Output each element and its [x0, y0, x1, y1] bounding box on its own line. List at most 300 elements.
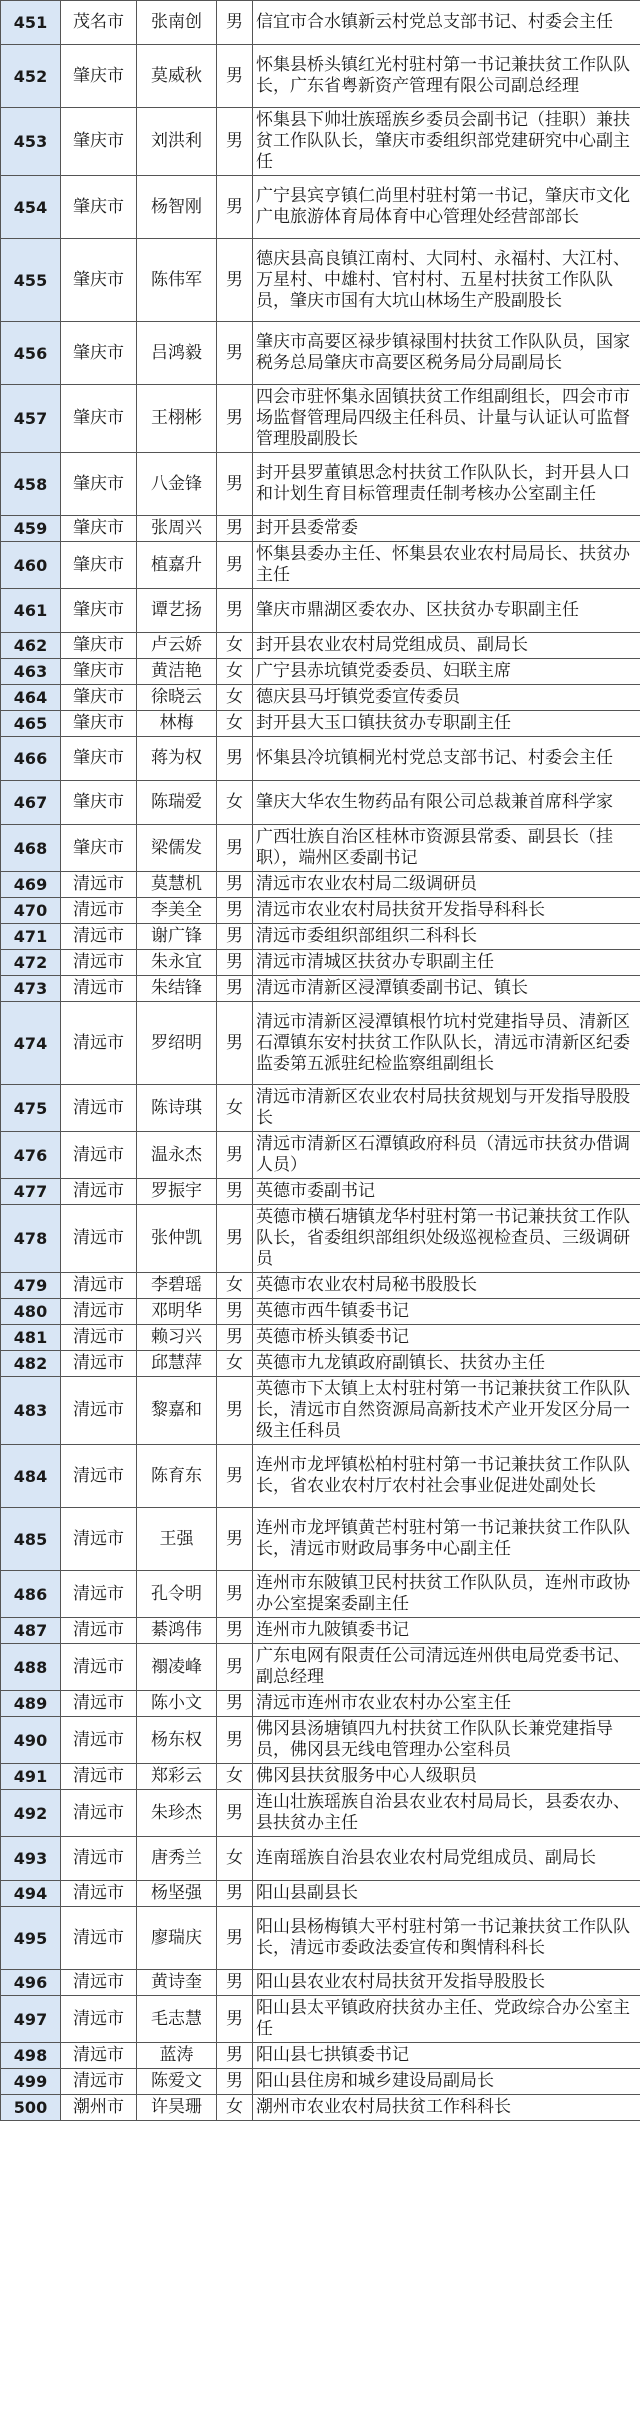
position-cell: 连南瑶族自治县农业农村局党组成员、副局长: [253, 1837, 640, 1881]
position-cell: 清远市农业农村局二级调研员: [253, 872, 640, 898]
table-row: [1, 737, 640, 781]
city-cell: 清远市: [61, 1085, 137, 1132]
row-number: 484: [1, 1445, 61, 1508]
name-cell: 罗绍明: [137, 1002, 217, 1085]
name-cell: 黄诗奎: [137, 1970, 217, 1996]
gender-cell: 男: [217, 1881, 253, 1907]
gender-cell: 女: [217, 633, 253, 659]
name-cell: 王栩彬: [137, 385, 217, 453]
row-number: 498: [1, 2043, 61, 2069]
position-cell: 英德市委副书记: [253, 1179, 640, 1205]
table-row: [1, 1881, 640, 1907]
gender-cell: 男: [217, 976, 253, 1002]
city-cell: 清远市: [61, 1691, 137, 1717]
row-number: 482: [1, 1351, 61, 1377]
city-cell: 清远市: [61, 1790, 137, 1837]
city-cell: 清远市: [61, 950, 137, 976]
position-cell: 封开县罗董镇思念村扶贫工作队队长，封开县人口和计划生育目标管理责任制考核办公室副主任: [253, 453, 640, 516]
table-row: [1, 108, 640, 176]
row-number: 479: [1, 1273, 61, 1299]
position-cell: 广东电网有限责任公司清远连州供电局党委书记、副总经理: [253, 1644, 640, 1691]
city-cell: 茂名市: [61, 1, 137, 45]
name-cell: 罗振宇: [137, 1179, 217, 1205]
table-row: [1, 1085, 640, 1132]
gender-cell: 女: [217, 781, 253, 825]
table-row: [1, 898, 640, 924]
city-cell: 清远市: [61, 1571, 137, 1618]
name-cell: 蒋为权: [137, 737, 217, 781]
city-cell: 清远市: [61, 1837, 137, 1881]
row-number: 483: [1, 1377, 61, 1445]
name-cell: 郑彩云: [137, 1764, 217, 1790]
gender-cell: 女: [217, 1837, 253, 1881]
city-cell: 清远市: [61, 1881, 137, 1907]
position-cell: 佛冈县汤塘镇四九村扶贫工作队队长兼党建指导员，佛冈县无线电管理办公室科员: [253, 1717, 640, 1764]
gender-cell: 男: [217, 589, 253, 633]
name-cell: 植嘉升: [137, 542, 217, 589]
gender-cell: 男: [217, 1377, 253, 1445]
table-row: [1, 1571, 640, 1618]
city-cell: 肇庆市: [61, 239, 137, 322]
position-cell: 清远市清城区扶贫办专职副主任: [253, 950, 640, 976]
row-number: 460: [1, 542, 61, 589]
row-number: 454: [1, 176, 61, 239]
city-cell: 清远市: [61, 1996, 137, 2043]
name-cell: 卢云娇: [137, 633, 217, 659]
table-row: [1, 1273, 640, 1299]
position-cell: 清远市清新区浸潭镇委副书记、镇长: [253, 976, 640, 1002]
city-cell: 肇庆市: [61, 385, 137, 453]
city-cell: 清远市: [61, 1445, 137, 1508]
position-cell: 阳山县太平镇政府扶贫办主任、党政综合办公室主任: [253, 1996, 640, 2043]
position-cell: 怀集县下帅壮族瑶族乡委员会副书记（挂职）兼扶贫工作队队长，肇庆市委组织部党建研究中心副主任: [253, 108, 640, 176]
gender-cell: 男: [217, 2069, 253, 2095]
gender-cell: 女: [217, 1273, 253, 1299]
row-number: 470: [1, 898, 61, 924]
table-row: [1, 2069, 640, 2095]
table-row: [1, 45, 640, 108]
row-number: 466: [1, 737, 61, 781]
gender-cell: 男: [217, 108, 253, 176]
position-cell: 四会市驻怀集永固镇扶贫工作组副组长，四会市市场监督管理局四级主任科员、计量与认证认可监督管理股副股长: [253, 385, 640, 453]
name-cell: 邓明华: [137, 1299, 217, 1325]
table-row: [1, 1644, 640, 1691]
name-cell: 莫慧机: [137, 872, 217, 898]
position-cell: 肇庆市鼎湖区委农办、区扶贫办专职副主任: [253, 589, 640, 633]
name-cell: 朱珍杰: [137, 1790, 217, 1837]
position-cell: 英德市下太镇上太村驻村第一书记兼扶贫工作队队长，清远市自然资源局高新技术产业开发区分局一级主任科员: [253, 1377, 640, 1445]
row-number: 456: [1, 322, 61, 385]
row-number: 453: [1, 108, 61, 176]
city-cell: 肇庆市: [61, 711, 137, 737]
gender-cell: 女: [217, 685, 253, 711]
position-cell: 清远市清新区石潭镇政府科员（清远市扶贫办借调人员）: [253, 1132, 640, 1179]
position-cell: 阳山县杨梅镇大平村驻村第一书记兼扶贫工作队队长，清远市委政法委宣传和舆情科科长: [253, 1907, 640, 1970]
table-row: [1, 176, 640, 239]
name-cell: 禤凌峰: [137, 1644, 217, 1691]
table-row: [1, 1764, 640, 1790]
city-cell: 清远市: [61, 1717, 137, 1764]
name-cell: 张仲凯: [137, 1205, 217, 1273]
position-cell: 清远市连州市农业农村办公室主任: [253, 1691, 640, 1717]
city-cell: 清远市: [61, 1351, 137, 1377]
gender-cell: 女: [217, 711, 253, 737]
city-cell: 肇庆市: [61, 781, 137, 825]
gender-cell: 男: [217, 1002, 253, 1085]
position-cell: 阳山县住房和城乡建设局副局长: [253, 2069, 640, 2095]
table-row: [1, 1325, 640, 1351]
gender-cell: 男: [217, 1325, 253, 1351]
gender-cell: 男: [217, 1907, 253, 1970]
table-row: [1, 1205, 640, 1273]
city-cell: 肇庆市: [61, 825, 137, 872]
row-number: 488: [1, 1644, 61, 1691]
gender-cell: 男: [217, 1618, 253, 1644]
row-number: 471: [1, 924, 61, 950]
name-cell: 李碧瑶: [137, 1273, 217, 1299]
city-cell: 清远市: [61, 1508, 137, 1571]
table-row: [1, 1179, 640, 1205]
name-cell: 杨智刚: [137, 176, 217, 239]
position-cell: 连州市东陂镇卫民村扶贫工作队队员，连州市政协办公室提案委副主任: [253, 1571, 640, 1618]
gender-cell: 男: [217, 1571, 253, 1618]
gender-cell: 男: [217, 239, 253, 322]
row-number: 478: [1, 1205, 61, 1273]
gender-cell: 女: [217, 1351, 253, 1377]
gender-cell: 男: [217, 1970, 253, 1996]
position-cell: 阳山县副县长: [253, 1881, 640, 1907]
position-cell: 封开县农业农村局党组成员、副局长: [253, 633, 640, 659]
gender-cell: 男: [217, 385, 253, 453]
position-cell: 阳山县农业农村局扶贫开发指导股股长: [253, 1970, 640, 1996]
gender-cell: 女: [217, 2095, 253, 2121]
name-cell: 莫威秋: [137, 45, 217, 108]
position-cell: 阳山县七拱镇委书记: [253, 2043, 640, 2069]
row-number: 476: [1, 1132, 61, 1179]
city-cell: 清远市: [61, 976, 137, 1002]
row-number: 455: [1, 239, 61, 322]
table-row: [1, 453, 640, 516]
name-cell: 张南创: [137, 1, 217, 45]
row-number: 496: [1, 1970, 61, 1996]
row-number: 461: [1, 589, 61, 633]
table-row: [1, 825, 640, 872]
row-number: 464: [1, 685, 61, 711]
city-cell: 肇庆市: [61, 516, 137, 542]
gender-cell: 男: [217, 898, 253, 924]
row-number: 468: [1, 825, 61, 872]
row-number: 452: [1, 45, 61, 108]
gender-cell: 男: [217, 924, 253, 950]
city-cell: 清远市: [61, 1377, 137, 1445]
position-cell: 清远市清新区浸潭镇根竹坑村党建指导员、清新区石潭镇东安村扶贫工作队队长，清远市清新区纪委监委第五派驻纪检监察组副组长: [253, 1002, 640, 1085]
table-row: [1, 685, 640, 711]
name-cell: 陈诗琪: [137, 1085, 217, 1132]
gender-cell: 男: [217, 872, 253, 898]
position-cell: 肇庆大华农生物药品有限公司总裁兼首席科学家: [253, 781, 640, 825]
name-cell: 杨坚强: [137, 1881, 217, 1907]
name-cell: 陈爱文: [137, 2069, 217, 2095]
row-number: 477: [1, 1179, 61, 1205]
table-row: [1, 322, 640, 385]
gender-cell: 男: [217, 1445, 253, 1508]
position-cell: 清远市委组织部组织二科科长: [253, 924, 640, 950]
gender-cell: 男: [217, 453, 253, 516]
row-number: 473: [1, 976, 61, 1002]
name-cell: 杨东权: [137, 1717, 217, 1764]
city-cell: 清远市: [61, 1179, 137, 1205]
row-number: 491: [1, 1764, 61, 1790]
city-cell: 潮州市: [61, 2095, 137, 2121]
table-row: [1, 1790, 640, 1837]
row-number: 490: [1, 1717, 61, 1764]
position-cell: 清远市农业农村局扶贫开发指导科科长: [253, 898, 640, 924]
position-cell: 封开县大玉口镇扶贫办专职副主任: [253, 711, 640, 737]
gender-cell: 男: [217, 1717, 253, 1764]
gender-cell: 男: [217, 176, 253, 239]
gender-cell: 男: [217, 1508, 253, 1571]
city-cell: 清远市: [61, 1002, 137, 1085]
table-row: [1, 1, 640, 45]
row-number: 487: [1, 1618, 61, 1644]
table-row: [1, 516, 640, 542]
table-row: [1, 1837, 640, 1881]
row-number: 474: [1, 1002, 61, 1085]
gender-cell: 男: [217, 1691, 253, 1717]
position-cell: 广西壮族自治区桂林市资源县常委、副县长（挂职），端州区委副书记: [253, 825, 640, 872]
table-row: [1, 633, 640, 659]
gender-cell: 男: [217, 1299, 253, 1325]
table-row: [1, 1691, 640, 1717]
table-row: [1, 1132, 640, 1179]
city-cell: 肇庆市: [61, 176, 137, 239]
name-cell: 陈育东: [137, 1445, 217, 1508]
position-cell: 佛冈县扶贫服务中心人级职员: [253, 1764, 640, 1790]
position-cell: 英德市农业农村局秘书股股长: [253, 1273, 640, 1299]
table-row: [1, 950, 640, 976]
gender-cell: 男: [217, 1205, 253, 1273]
city-cell: 清远市: [61, 1299, 137, 1325]
table-row: [1, 659, 640, 685]
position-cell: 肇庆市高要区禄步镇禄围村扶贫工作队队员，国家税务总局肇庆市高要区税务局分局副局长: [253, 322, 640, 385]
table-row: [1, 711, 640, 737]
position-cell: 怀集县冷坑镇桐光村党总支部书记、村委会主任: [253, 737, 640, 781]
name-cell: 朱永宜: [137, 950, 217, 976]
row-number: 475: [1, 1085, 61, 1132]
row-number: 481: [1, 1325, 61, 1351]
city-cell: 清远市: [61, 1764, 137, 1790]
city-cell: 清远市: [61, 1205, 137, 1273]
row-number: 469: [1, 872, 61, 898]
name-cell: 赖习兴: [137, 1325, 217, 1351]
position-cell: 广宁县宾亨镇仁尚里村驻村第一书记，肇庆市文化广电旅游体育局体育中心管理处经营部部长: [253, 176, 640, 239]
table-row: [1, 1717, 640, 1764]
name-cell: 綦鸿伟: [137, 1618, 217, 1644]
row-number: 494: [1, 1881, 61, 1907]
name-cell: 孔令明: [137, 1571, 217, 1618]
city-cell: 清远市: [61, 872, 137, 898]
position-cell: 广宁县赤坑镇党委委员、妇联主席: [253, 659, 640, 685]
row-number: 486: [1, 1571, 61, 1618]
gender-cell: 男: [217, 45, 253, 108]
table-row: [1, 1508, 640, 1571]
city-cell: 肇庆市: [61, 685, 137, 711]
gender-cell: 男: [217, 2043, 253, 2069]
position-cell: 连州市龙坪镇黄芒村驻村第一书记兼扶贫工作队队长，清远市财政局事务中心副主任: [253, 1508, 640, 1571]
table-row: [1, 1970, 640, 1996]
city-cell: 清远市: [61, 1273, 137, 1299]
city-cell: 清远市: [61, 1970, 137, 1996]
name-cell: 八金锋: [137, 453, 217, 516]
gender-cell: 男: [217, 737, 253, 781]
name-cell: 陈瑞爱: [137, 781, 217, 825]
table-row: [1, 872, 640, 898]
gender-cell: 男: [217, 1790, 253, 1837]
table-row: [1, 1907, 640, 1970]
table-row: [1, 1618, 640, 1644]
table-body: [1, 1, 640, 2121]
position-cell: 英德市横石塘镇龙华村驻村第一书记兼扶贫工作队队长，省委组织部组织处级巡视检查员、三级调研员: [253, 1205, 640, 1273]
city-cell: 清远市: [61, 1907, 137, 1970]
position-cell: 怀集县桥头镇红光村驻村第一书记兼扶贫工作队队长，广东省粤新资产管理有限公司副总经理: [253, 45, 640, 108]
gender-cell: 男: [217, 1, 253, 45]
city-cell: 清远市: [61, 1132, 137, 1179]
name-cell: 唐秀兰: [137, 1837, 217, 1881]
city-cell: 清远市: [61, 1644, 137, 1691]
name-cell: 黎嘉和: [137, 1377, 217, 1445]
city-cell: 肇庆市: [61, 589, 137, 633]
table-row: [1, 1299, 640, 1325]
name-cell: 陈小文: [137, 1691, 217, 1717]
name-cell: 谢广锋: [137, 924, 217, 950]
table-row: [1, 589, 640, 633]
row-number: 489: [1, 1691, 61, 1717]
city-cell: 肇庆市: [61, 659, 137, 685]
city-cell: 肇庆市: [61, 108, 137, 176]
name-cell: 陈伟军: [137, 239, 217, 322]
table-row: [1, 1996, 640, 2043]
name-cell: 朱结锋: [137, 976, 217, 1002]
city-cell: 清远市: [61, 2043, 137, 2069]
row-number: 492: [1, 1790, 61, 1837]
table-row: [1, 2043, 640, 2069]
name-cell: 梁儒发: [137, 825, 217, 872]
city-cell: 肇庆市: [61, 633, 137, 659]
position-cell: 封开县委常委: [253, 516, 640, 542]
position-cell: 连州市龙坪镇松柏村驻村第一书记兼扶贫工作队队长，省农业农村厅农村社会事业促进处副处长: [253, 1445, 640, 1508]
gender-cell: 女: [217, 1764, 253, 1790]
position-cell: 德庆县高良镇江南村、大同村、永福村、大江村、万星村、中雄村、官村村、五星村扶贫工作队队员，肇庆市国有大坑山林场生产股副股长: [253, 239, 640, 322]
table-row: [1, 2095, 640, 2121]
gender-cell: 女: [217, 659, 253, 685]
table-row: [1, 924, 640, 950]
position-cell: 信宜市合水镇新云村党总支部书记、村委会主任: [253, 1, 640, 45]
table-row: [1, 976, 640, 1002]
city-cell: 肇庆市: [61, 453, 137, 516]
gender-cell: 男: [217, 1179, 253, 1205]
name-cell: 邱慧萍: [137, 1351, 217, 1377]
row-number: 472: [1, 950, 61, 976]
row-number: 457: [1, 385, 61, 453]
gender-cell: 男: [217, 1996, 253, 2043]
name-cell: 许昊珊: [137, 2095, 217, 2121]
name-cell: 黄洁艳: [137, 659, 217, 685]
position-cell: 英德市桥头镇委书记: [253, 1325, 640, 1351]
gender-cell: 男: [217, 1132, 253, 1179]
city-cell: 清远市: [61, 1618, 137, 1644]
position-cell: 英德市九龙镇政府副镇长、扶贫办主任: [253, 1351, 640, 1377]
gender-cell: 男: [217, 950, 253, 976]
position-cell: 连山壮族瑶族自治县农业农村局局长，县委农办、县扶贫办主任: [253, 1790, 640, 1837]
table-row: [1, 1002, 640, 1085]
name-cell: 徐晓云: [137, 685, 217, 711]
city-cell: 清远市: [61, 924, 137, 950]
gender-cell: 男: [217, 516, 253, 542]
table-row: [1, 1445, 640, 1508]
name-cell: 张周兴: [137, 516, 217, 542]
position-cell: 英德市西牛镇委书记: [253, 1299, 640, 1325]
row-number: 499: [1, 2069, 61, 2095]
table-row: [1, 1377, 640, 1445]
city-cell: 肇庆市: [61, 737, 137, 781]
table-row: [1, 385, 640, 453]
gender-cell: 女: [217, 1085, 253, 1132]
table-row: [1, 781, 640, 825]
city-cell: 肇庆市: [61, 322, 137, 385]
gender-cell: 男: [217, 322, 253, 385]
gender-cell: 男: [217, 825, 253, 872]
row-number: 493: [1, 1837, 61, 1881]
row-number: 467: [1, 781, 61, 825]
gender-cell: 男: [217, 542, 253, 589]
position-cell: 连州市九陂镇委书记: [253, 1618, 640, 1644]
row-number: 462: [1, 633, 61, 659]
name-cell: 毛志慧: [137, 1996, 217, 2043]
row-number: 500: [1, 2095, 61, 2121]
table-row: [1, 542, 640, 589]
position-cell: 怀集县委办主任、怀集县农业农村局局长、扶贫办主任: [253, 542, 640, 589]
name-cell: 林梅: [137, 711, 217, 737]
row-number: 485: [1, 1508, 61, 1571]
row-number: 495: [1, 1907, 61, 1970]
name-cell: 廖瑞庆: [137, 1907, 217, 1970]
name-cell: 温永杰: [137, 1132, 217, 1179]
name-cell: 吕鸿毅: [137, 322, 217, 385]
city-cell: 肇庆市: [61, 45, 137, 108]
city-cell: 清远市: [61, 898, 137, 924]
table-row: [1, 239, 640, 322]
row-number: 451: [1, 1, 61, 45]
position-cell: 清远市清新区农业农村局扶贫规划与开发指导股股长: [253, 1085, 640, 1132]
position-cell: 潮州市农业农村局扶贫工作科科长: [253, 2095, 640, 2121]
city-cell: 清远市: [61, 1325, 137, 1351]
city-cell: 肇庆市: [61, 542, 137, 589]
name-cell: 王强: [137, 1508, 217, 1571]
row-number: 459: [1, 516, 61, 542]
row-number: 465: [1, 711, 61, 737]
row-number: 463: [1, 659, 61, 685]
gender-cell: 男: [217, 1644, 253, 1691]
city-cell: 清远市: [61, 2069, 137, 2095]
name-cell: 刘洪利: [137, 108, 217, 176]
table-row: [1, 1351, 640, 1377]
name-cell: 谭艺扬: [137, 589, 217, 633]
position-cell: 德庆县马圩镇党委宣传委员: [253, 685, 640, 711]
row-number: 497: [1, 1996, 61, 2043]
row-number: 480: [1, 1299, 61, 1325]
name-cell: 李美全: [137, 898, 217, 924]
name-cell: 蓝涛: [137, 2043, 217, 2069]
